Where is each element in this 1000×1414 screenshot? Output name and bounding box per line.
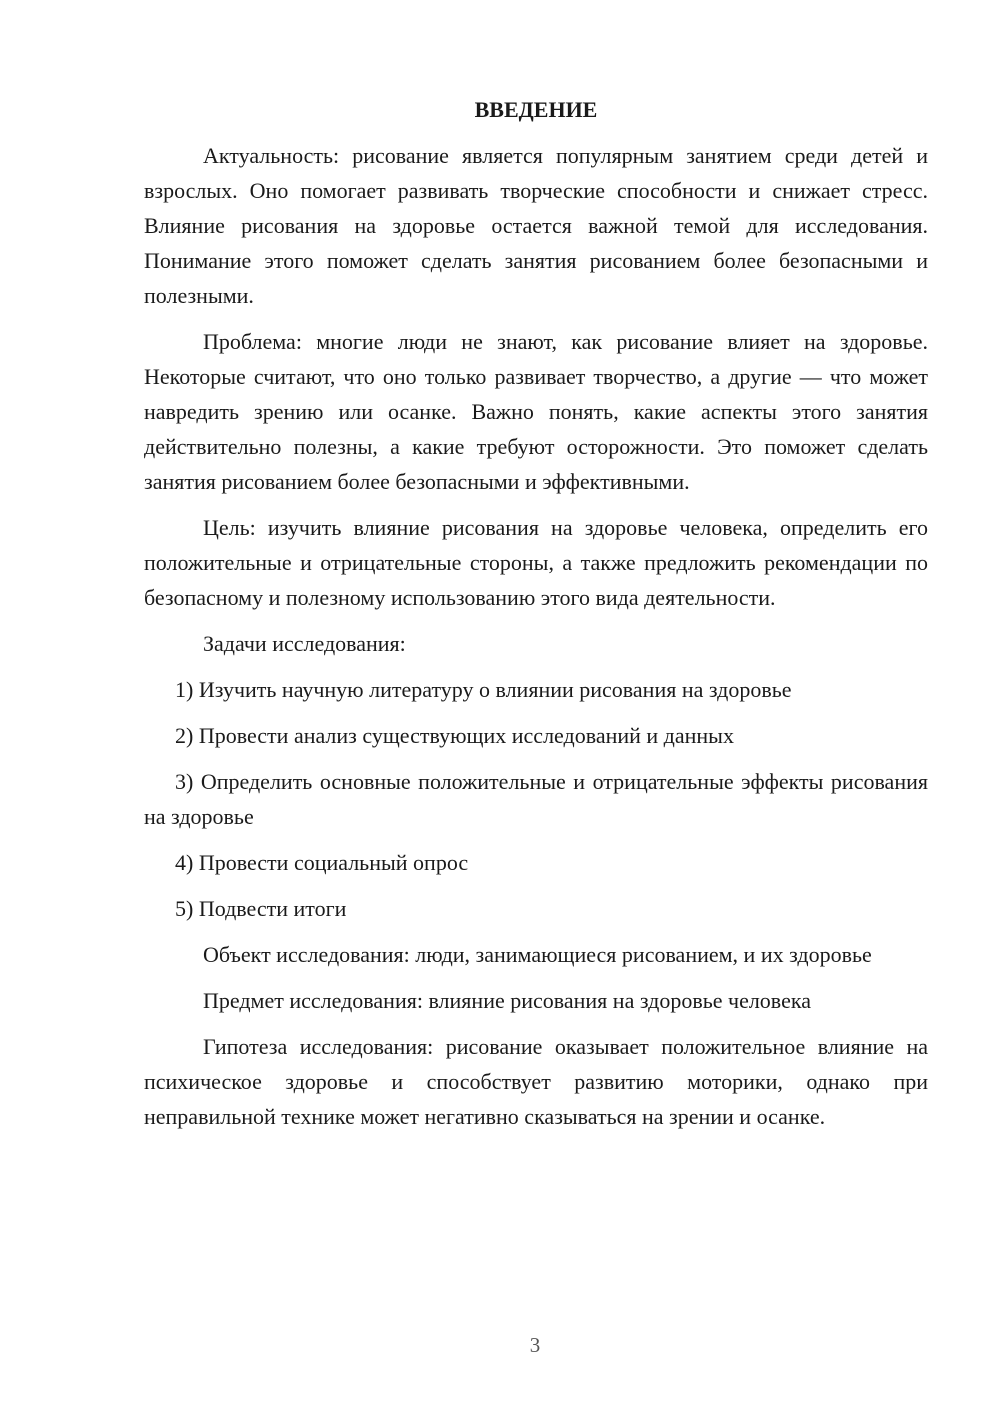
tasks-heading: Задачи исследования: (203, 631, 406, 656)
task-item-1: 1) Изучить научную литературу о влиянии рисования на здоровье (175, 677, 792, 702)
goal-paragraph: Цель: изучить влияние рисования на здоровье человека, определить его положительные и отрицательные стороны, а также предложить рекомендации по безопасному и полезному использованию этого вида деятельности. (144, 515, 928, 610)
task-item-3: 3) Определить основные положительные и отрицательные эффекты рисования на здоровье (144, 769, 928, 829)
object-paragraph: Объект исследования: люди, занимающиеся рисованием, и их здоровье (203, 942, 872, 967)
subject-paragraph: Предмет исследования: влияние рисования на здоровье человека (203, 988, 811, 1013)
relevance-paragraph: Актуальность: рисование является популярным занятием среди детей и взрослых. Оно помогает развивать творческие способности и снижает стресс. Влияние рисования на здоровье остается важной темой для исследования. Понимание этого поможет сделать занятия рисованием более безопасными и полезными. (144, 143, 928, 308)
hypothesis-paragraph: Гипотеза исследования: рисование оказывает положительное влияние на психическое здоровье и способствует развитию моторики, однако при неправильной технике может негативно сказываться на зрении и осанке. (144, 1034, 928, 1129)
task-item-5: 5) Подвести итоги (175, 896, 347, 921)
page-number: 3 (529, 1333, 541, 1357)
task-item-4: 4) Провести социальный опрос (175, 850, 469, 875)
page-title: ВВЕДЕНИЕ (474, 97, 598, 122)
document-page (144, 92, 928, 1145)
task-item-2: 2) Провести анализ существующих исследований и данных (175, 723, 734, 748)
problem-paragraph: Проблема: многие люди не знают, как рисование влияет на здоровье. Некоторые считают, что оно только развивает творчество, а другие — что может навредить зрению или осанке. Важно понять, какие аспекты этого занятия действительно полезны, а какие требуют осторожности. Это поможет сделать занятия рисованием более безопасными и эффективными. (144, 329, 928, 494)
